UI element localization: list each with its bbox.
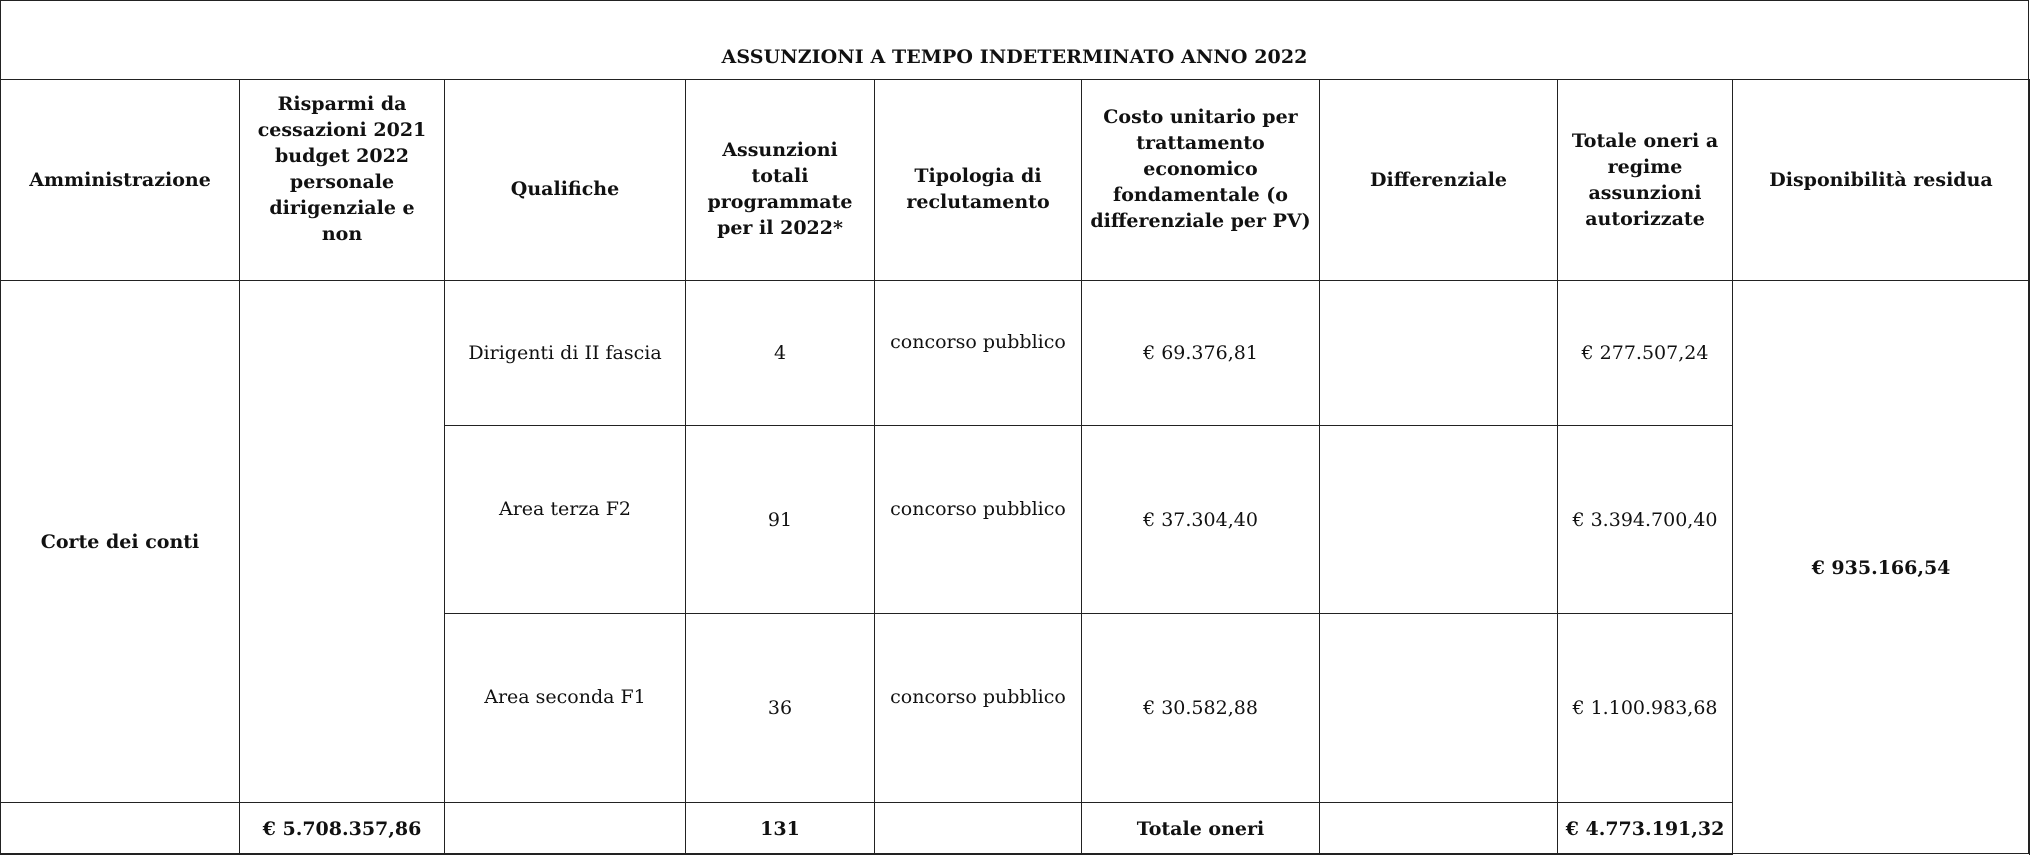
cell-assunzioni: 36: [686, 614, 875, 803]
cell-totale-oneri-sum: € 4.773.191,32: [1558, 803, 1733, 855]
header-costo-unitario: Costo unitario per trattamento economico fondamentale (o differenziale per PV): [1082, 80, 1320, 281]
cell-costo-unitario: € 37.304,40: [1082, 426, 1320, 614]
cell-disponibilita-residua: € 935.166,54: [1733, 281, 2030, 855]
header-amministrazione: Amministrazione: [1, 80, 240, 281]
header-differenziale: Differenziale: [1320, 80, 1558, 281]
cell-assunzioni: 91: [686, 426, 875, 614]
cell-totale-oneri: € 1.100.983,68: [1558, 614, 1733, 803]
assunzioni-table: [0, 79, 2030, 855]
cell-totals-empty: [445, 803, 686, 855]
header-assunzioni-totali: Assunzioni totali programmate per il 2022*: [686, 80, 875, 281]
cell-totale-oneri-label: Totale oneri: [1082, 803, 1320, 855]
cell-differenziale: [1320, 426, 1558, 614]
cell-totals-empty: [875, 803, 1082, 855]
header-disponibilita: Disponibilità residua: [1733, 80, 2030, 281]
cell-tipologia: concorso pubblico: [875, 426, 1082, 614]
cell-qualifica: Area seconda F1: [445, 614, 686, 803]
cell-costo-unitario: € 30.582,88: [1082, 614, 1320, 803]
header-tipologia: Tipologia di reclutamento: [875, 80, 1082, 281]
cell-totale-risparmi: € 5.708.357,86: [240, 803, 445, 855]
cell-totale-assunzioni: 131: [686, 803, 875, 855]
cell-differenziale: [1320, 614, 1558, 803]
table-title: ASSUNZIONI A TEMPO INDETERMINATO ANNO 2022: [721, 46, 1308, 68]
cell-tipologia: concorso pubblico: [875, 614, 1082, 803]
cell-costo-unitario: € 69.376,81: [1082, 281, 1320, 426]
cell-totals-empty: [1320, 803, 1558, 855]
cell-totale-oneri: € 277.507,24: [1558, 281, 1733, 426]
cell-amministrazione: Corte dei conti: [1, 281, 240, 803]
cell-differenziale: [1320, 281, 1558, 426]
header-risparmi: Risparmi da cessazioni 2021 budget 2022 personale dirigenziale e non: [240, 80, 445, 281]
totals-row: [1, 803, 2030, 855]
cell-qualifica: Area terza F2: [445, 426, 686, 614]
cell-tipologia: concorso pubblico: [875, 281, 1082, 426]
cell-risparmi-empty: [240, 281, 445, 803]
cell-assunzioni: 4: [686, 281, 875, 426]
cell-totale-oneri: € 3.394.700,40: [1558, 426, 1733, 614]
header-row: [1, 80, 2030, 281]
header-totale-oneri: Totale oneri a regime assunzioni autorizzate: [1558, 80, 1733, 281]
cell-qualifica: Dirigenti di II fascia: [445, 281, 686, 426]
table-row: [1, 281, 2030, 426]
header-qualifiche: Qualifiche: [445, 80, 686, 281]
cell-totals-empty: [1, 803, 240, 855]
